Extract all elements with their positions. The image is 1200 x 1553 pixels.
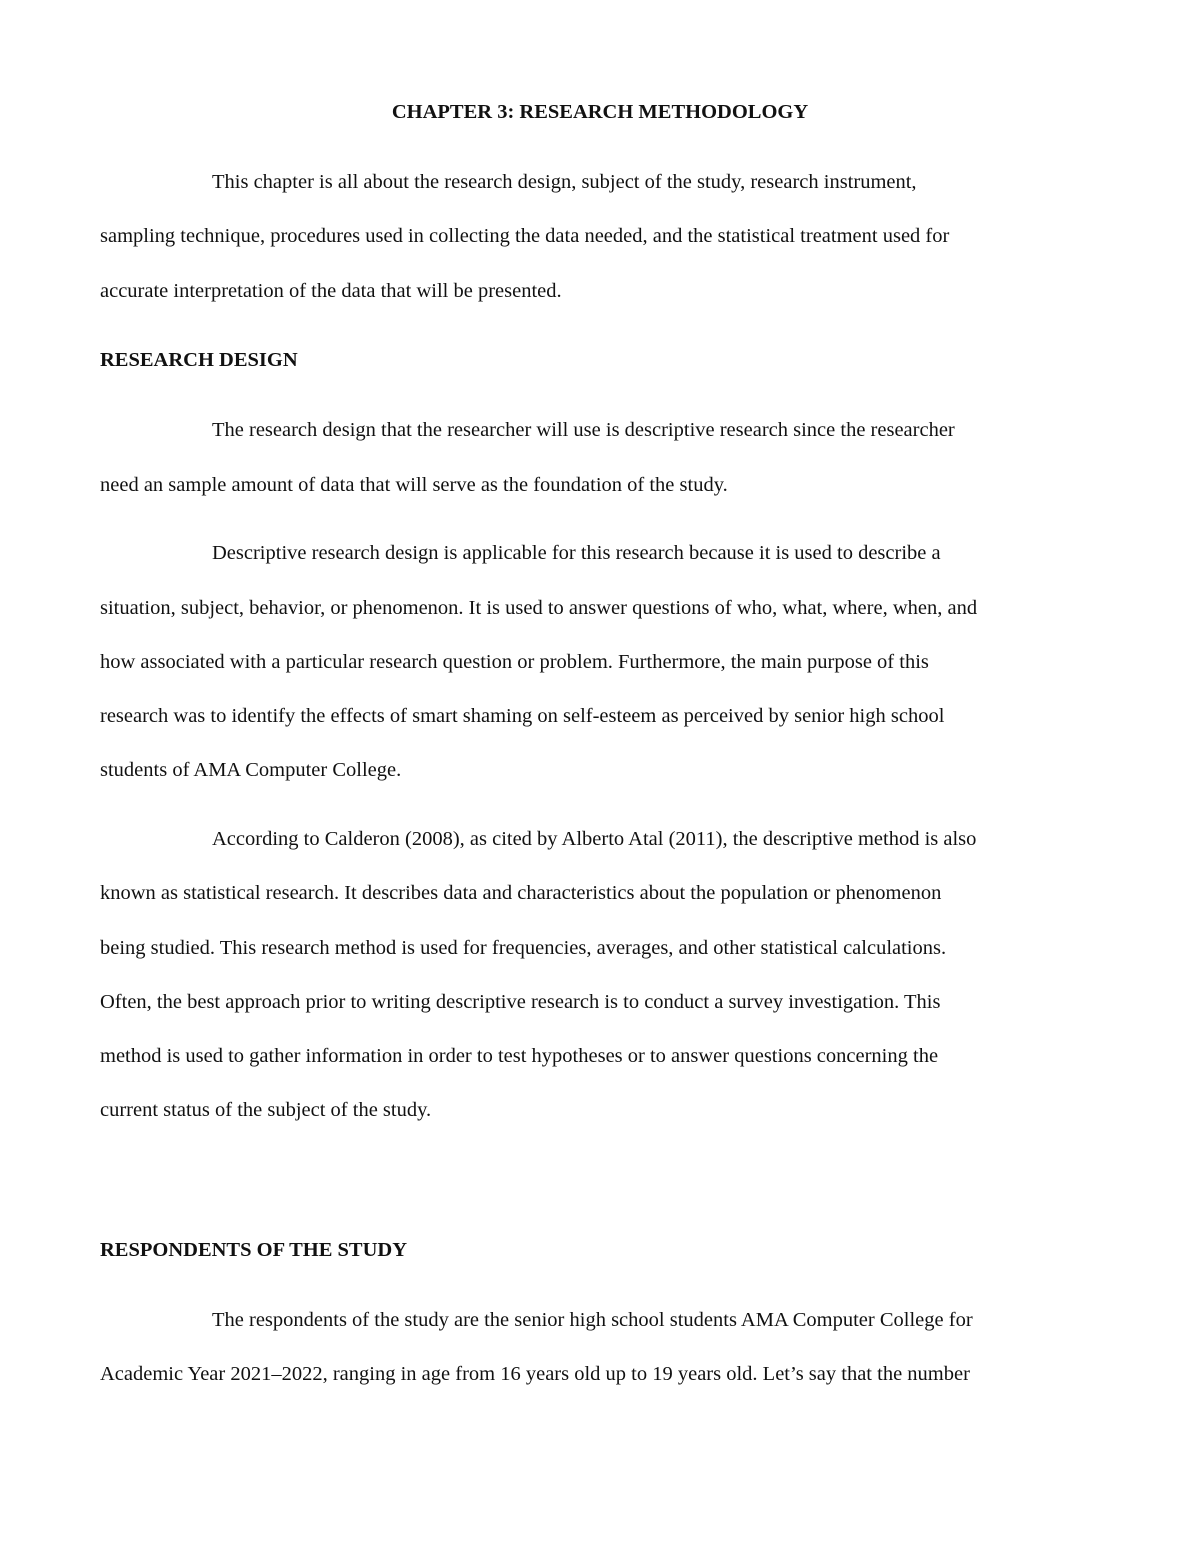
body-line: known as statistical research. It describes data and characteristics about the population or phenomenon [100,882,942,904]
intro-line: sampling technique, procedures used in collecting the data needed, and the statistical treatment used for [100,225,950,247]
body-line: method is used to gather information in order to test hypotheses or to answer questions concerning the [100,1045,939,1067]
body-line: Academic Year 2021–2022, ranging in age from 16 years old up to 19 years old. Let’s say that the number [100,1363,970,1385]
body-line: students of AMA Computer College. [100,759,402,781]
body-line: The research design that the researcher will use is descriptive research since the researcher [212,419,955,441]
body-line: being studied. This research method is used for frequencies, averages, and other statistical calculations. [100,937,947,959]
intro-line: accurate interpretation of the data that will be presented. [100,280,562,302]
body-line: According to Calderon (2008), as cited by Alberto Atal (2011), the descriptive method is also [212,828,977,850]
body-line: Often, the best approach prior to writing descriptive research is to conduct a survey investigation. This [100,991,941,1013]
body-line: Descriptive research design is applicable for this research because it is used to describe a [212,542,941,564]
section-heading-research-design: RESEARCH DESIGN [100,349,298,371]
section-heading-respondents: RESPONDENTS OF THE STUDY [100,1239,407,1261]
body-line: current status of the subject of the study. [100,1099,432,1121]
body-line: The respondents of the study are the senior high school students AMA Computer College for [212,1309,973,1331]
body-line: situation, subject, behavior, or phenomenon. It is used to answer questions of who, what, where, when, and [100,597,978,619]
body-line: research was to identify the effects of smart shaming on self-esteem as perceived by senior high school [100,705,945,727]
body-line: need an sample amount of data that will serve as the foundation of the study. [100,474,728,496]
intro-line: This chapter is all about the research design, subject of the study, research instrument, [212,171,917,193]
chapter-title: CHAPTER 3: RESEARCH METHODOLOGY [391,101,809,123]
body-line: how associated with a particular research question or problem. Furthermore, the main purpose of this [100,651,929,673]
